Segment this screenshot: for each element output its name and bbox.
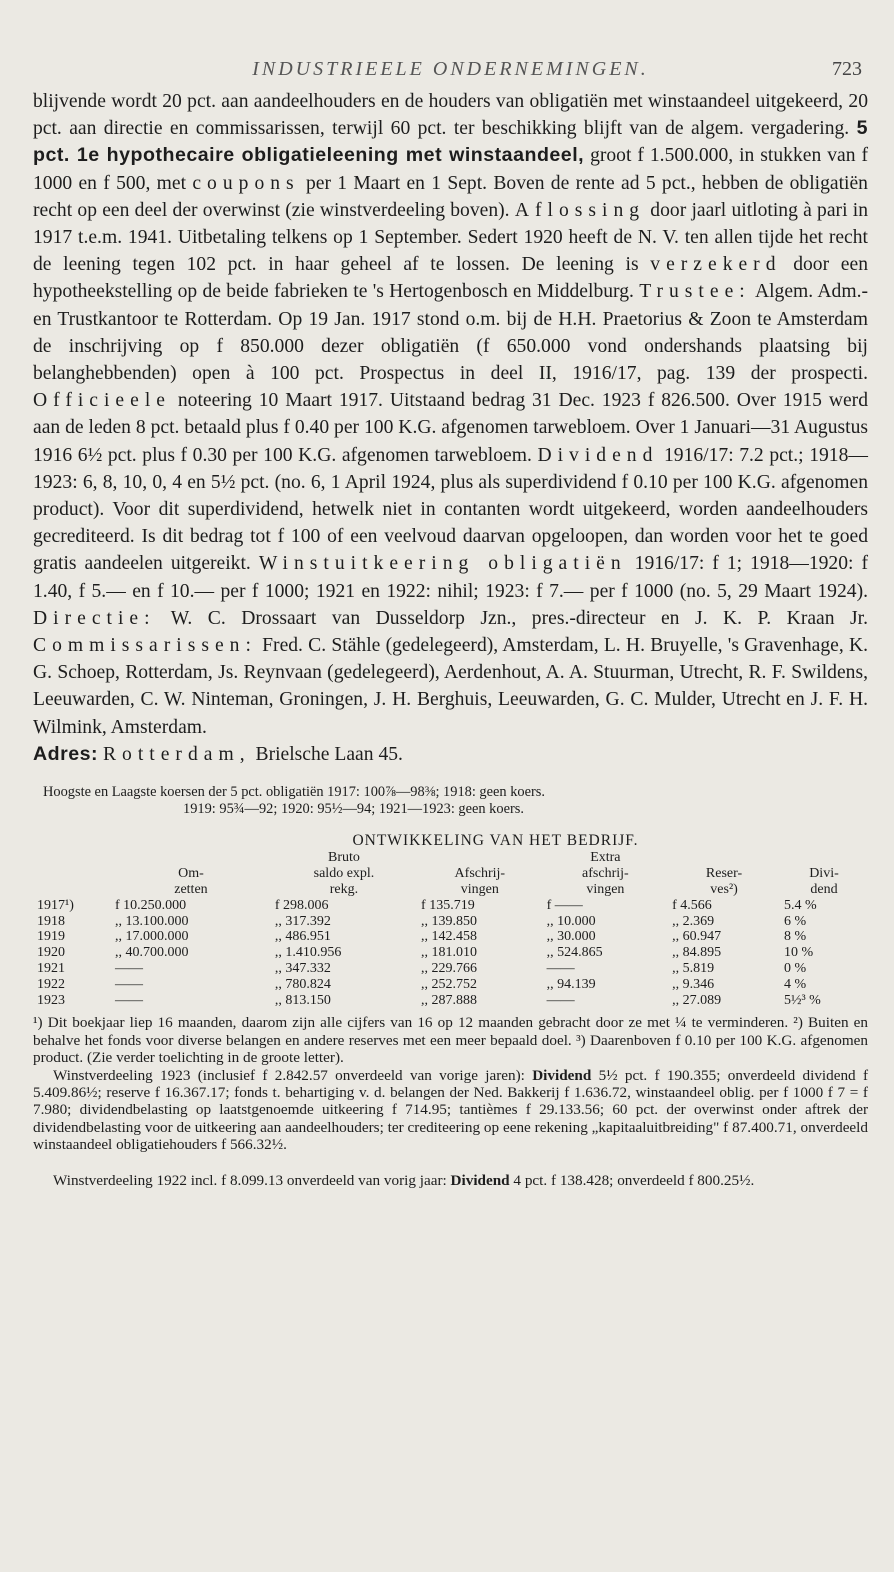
text-run: (inclusief f 2.842.57 onverdeeld van vorige jaren): [197, 1066, 525, 1084]
dividend-label: Dividend [450, 1171, 510, 1189]
text-run: door een hypotheekstelling op de beide fabrieken te 's Hertogenbosch en Middelburg. [33, 254, 868, 303]
table-cell: —— [546, 992, 575, 1008]
table-cell: ,, 139.850 [421, 913, 478, 929]
table-cell: 0 % [783, 961, 807, 977]
text-run: incl. f 8.099.13 onverdeeld van vorig jaar: [190, 1171, 447, 1189]
table-cell: 1917¹) [37, 897, 74, 913]
table-cell: ,, 17.000.000 [115, 929, 189, 945]
table-cell: ,, 84.895 [672, 945, 722, 961]
table-cell: ,, 5.819 [672, 961, 715, 977]
table-header-cell: Om- zetten [174, 866, 208, 898]
table-cell: ,, 524.865 [546, 945, 603, 961]
text-run: 4 pct. f 138.428; onverdeeld f 800.25½. [513, 1171, 755, 1189]
table-cell: ,, 2.369 [672, 913, 715, 929]
spaced-label: coupons [192, 172, 300, 194]
address-city: Rotterdam, [102, 743, 251, 765]
table-cell: 1922 [37, 976, 65, 992]
table-row [33, 914, 868, 930]
table-header-cell: Extra afschrij- vingen [582, 850, 629, 898]
table-cell: 1919 [37, 929, 65, 945]
table-cell: ,, 13.100.000 [115, 913, 189, 929]
text-run: blijvende wordt 20 pct. aan aandeelhouders en de houders van obligatiën met winstaandeel uitgekeerd, 20 pct. aan directie en commissarissen, terwijl 60 pct. ter beschikking blijft van de algem. vergadering. [33, 91, 868, 140]
text-run: noteering 10 Maart 1917. Uitstaand bedrag 31 Dec. 1923 f 826.500. Over 1915 werd aan de leden 8 pct. betaald plus f 0.40 per 100 K.G. afgenomen tarwebloem. Over 1 Januari—31 Augustus 1916 6½ pct. plus f 0.30 per 100 K.G. afgenomen tarwebloem. [33, 390, 869, 466]
spaced-label: Commissarissen: [33, 635, 257, 657]
table-cell: ,, 287.888 [421, 992, 478, 1008]
table-cell: —— [115, 992, 143, 1008]
table-cell: ,, 780.824 [274, 976, 331, 992]
price-range-block [33, 784, 868, 818]
text-run: Fred. C. Stähle (gedelegeerd), Amsterdam, L. H. Bruyelle, 's Gravenhage, K. G. Schoep, Rotterdam, Js. Reynvaan (gedelegeerd), Aerdenhout, A. A. Stuurman, Utrecht, R. F. Swildens, Leeuwarden, C. W. Ninteman, Groningen, J. H. Berghuis, Leeuwarden, G. C. Mulder, Utrecht en J. F. H. Wilmink, Amsterdam. [33, 635, 869, 738]
text-run: 1916/17: f 1; 1918—1920: f 1.40, f 5.— en f 10.— per f 1000; 1921 en 1922: nihil; 1923: f 7.— per f 1000 (no. 5, 29 Maart 1924). [33, 553, 868, 602]
spaced-label: Directie: [33, 607, 156, 629]
address-line [33, 741, 868, 768]
spaced-label: verzekerd [650, 254, 782, 276]
text-run: 5½ pct. f 190.355; onverdeeld dividend f 5.409.86½; reserve f 16.367.17; fonds t. behartiging v. d. belangen der Ned. Bakkerij f 1.636.72, winstaandeel oblig. per f 1000 f 7 = f 7.980; dividendbelasting op laatstgenoemde uitkeering f 714.95; tantièmes f 29.133.56; 60 pct. der overwinst onder aftrek der dividendbelasting voor de uitkeering aan aandeelhouders; ter crediteering op eene rekening „kapitaaluitbreiding" f 87.400.71, onverdeeld winstaandeel obligatiehouders f 566.32½. [33, 1066, 869, 1154]
table-cell: ,, 60.947 [672, 929, 722, 945]
table-cell: f 298.006 [274, 897, 329, 913]
table-cell: 6 % [783, 913, 807, 929]
text-run: Algem. Adm.- en Trustkantoor te Rotterdam. Op 19 Jan. 1917 stond o.m. bij de H.H. Praetorius & Zoon te Amsterdam de inschrijving op f 850.000 dezer obligatiën (f 650.000 vond ondershands plaatsing bij belanghebbenden) open à 100 pct. Prospectus in deel II, 1916/17, pag. 139 der prospecti. [33, 281, 868, 385]
table-cell: f —— [546, 897, 583, 913]
table-cell: ,, 94.139 [546, 976, 596, 992]
table-row [33, 977, 868, 993]
table-cell: 5.4 % [783, 897, 817, 913]
table-row [33, 961, 868, 977]
table-header-cell [33, 850, 111, 897]
table-cell: 10 % [783, 945, 814, 961]
table-cell: ,, 181.010 [421, 945, 478, 961]
table-cell: ,, 30.000 [546, 929, 596, 945]
text-run: door jaarl uitloting à pari in 1917 t.e.m. 1941. Uitbetaling telkens op 1 September. Sedert 1920 heeft de N. V. ten allen tijde het recht de leening tegen 102 pct. in haar geheel af te lossen. De leening is [33, 199, 868, 276]
table-cell: 8 % [783, 929, 807, 945]
table-cell: 1920 [37, 945, 65, 961]
table-header-row [33, 850, 868, 897]
table-row [33, 898, 868, 914]
table-cell: ,, 252.752 [421, 976, 478, 992]
price-range-line: 1919: 95¾—92; 1920: 95½—94; 1921—1923: geen koers. [183, 801, 524, 818]
table-header-cell: Afschrij- vingen [454, 866, 506, 898]
profit-label: Winstverdeeling 1923 [53, 1066, 191, 1084]
table-cell: 5½³ % [783, 992, 821, 1008]
table-cell: ,, 10.000 [546, 913, 596, 929]
text-run: groot f 1.500.000, in stukken van f 1000 en f 500, met [33, 145, 868, 194]
table-cell: —— [115, 976, 143, 992]
table-cell: 1918 [37, 913, 65, 929]
table-cell: —— [115, 961, 143, 977]
spaced-label: Winstuitkeering obligatiën [258, 553, 627, 575]
dividend-label: Dividend [532, 1066, 592, 1084]
spaced-label: Aflossing [514, 199, 646, 221]
table-cell: ,, 40.700.000 [115, 945, 189, 961]
table-cell: ,, 142.458 [421, 929, 478, 945]
table-cell: 1921 [37, 961, 65, 977]
table-cell: ,, 317.392 [274, 913, 331, 929]
table-header-cell: Divi- dend [809, 866, 839, 898]
spaced-label: Trustee: [639, 281, 751, 303]
address-label: Adres: [33, 742, 99, 765]
table-cell: 4 % [783, 976, 807, 992]
price-range-line: Hoogste en Laagste koersen der 5 pct. obligatiën 1917: 100⅞—98⅜; 1918: geen koers. [43, 784, 545, 801]
section-heading: 5 pct. 1e hypothecaire obligatieleening met winstaandeel, [33, 117, 869, 167]
table-cell: ,, 1.410.956 [274, 945, 342, 961]
table-header-cell: Reser- ves²) [705, 866, 743, 898]
table-header-cell: Bruto saldo expl. rekg. [313, 850, 375, 898]
table-body [33, 898, 868, 1009]
footnote: ¹) Dit boekjaar liep 16 maanden, daarom zijn alle cijfers van 16 op 12 maanden gebracht door ze met ¼ te verminderen. ²) Buiten en behalve het fonds voor diverse belangen en andere reserves met een meer bepaald doel. ³) Daarenboven f 0.10 per 100 K.G. afgenomen product. (Zie verder toelichting in de groote letter). [33, 1014, 868, 1067]
table-row [33, 929, 868, 945]
running-title: INDUSTRIEELE ONDERNEMINGEN. [252, 58, 649, 80]
page-number: 723 [832, 58, 862, 80]
table-cell: ,, 347.332 [274, 961, 331, 977]
profit-label: Winstverdeeling 1922 [53, 1171, 187, 1189]
spaced-label: Dividend [537, 444, 659, 466]
text-run: 1916/17: 7.2 pct.; 1918—1923: 6, 8, 10, 0, 4 en 5½ pct. (no. 6, 1 April 1924, plus als superdividend f 0.10 per 100 K.G. afgenomen product). Voor dit superdividend, hetwelk niet in contanten wordt uitgekeerd, worden aandeelhouders gecrediteerd. Is dit bedrag tot f 100 of een veelvoud daarvan opgeloopen, dan worden voor het te goed gratis aandeelen uitgereikt. [33, 444, 868, 575]
table-cell: 1923 [37, 992, 65, 1008]
profit-distribution-1922 [33, 1172, 868, 1189]
table-title: ONTWIKKELING VAN HET BEDRIJF. [352, 832, 639, 850]
body-paragraph [33, 88, 868, 741]
body-text [33, 88, 868, 768]
development-table [33, 850, 868, 1008]
text-run: W. C. Drossaart van Dusseldorp Jzn., pres.-directeur en J. K. P. Kraan Jr. [170, 607, 869, 629]
table-cell: ,, 486.951 [274, 929, 331, 945]
profit-distribution-1923 [33, 1067, 868, 1154]
table-cell: f 4.566 [672, 897, 712, 913]
table-cell: —— [546, 961, 575, 977]
table-row [33, 945, 868, 961]
footnotes [33, 1014, 868, 1189]
table-cell: ,, 9.346 [672, 976, 715, 992]
table-cell: ,, 27.089 [672, 992, 722, 1008]
table-cell: ,, 229.766 [421, 961, 478, 977]
text-run: per 1 Maart en 1 Sept. Boven de rente ad 5 pct., hebben de obligatiën recht op een deel der overwinst (zie winstverdeeling boven). [33, 172, 868, 221]
table-cell: f 135.719 [421, 897, 475, 913]
table-cell: f 10.250.000 [115, 897, 187, 913]
table-row [33, 993, 868, 1009]
address-street: Brielsche Laan 45. [255, 743, 403, 765]
spaced-label: Officieele [33, 390, 171, 412]
table-cell: ,, 813.150 [274, 992, 331, 1008]
running-head [33, 58, 868, 86]
